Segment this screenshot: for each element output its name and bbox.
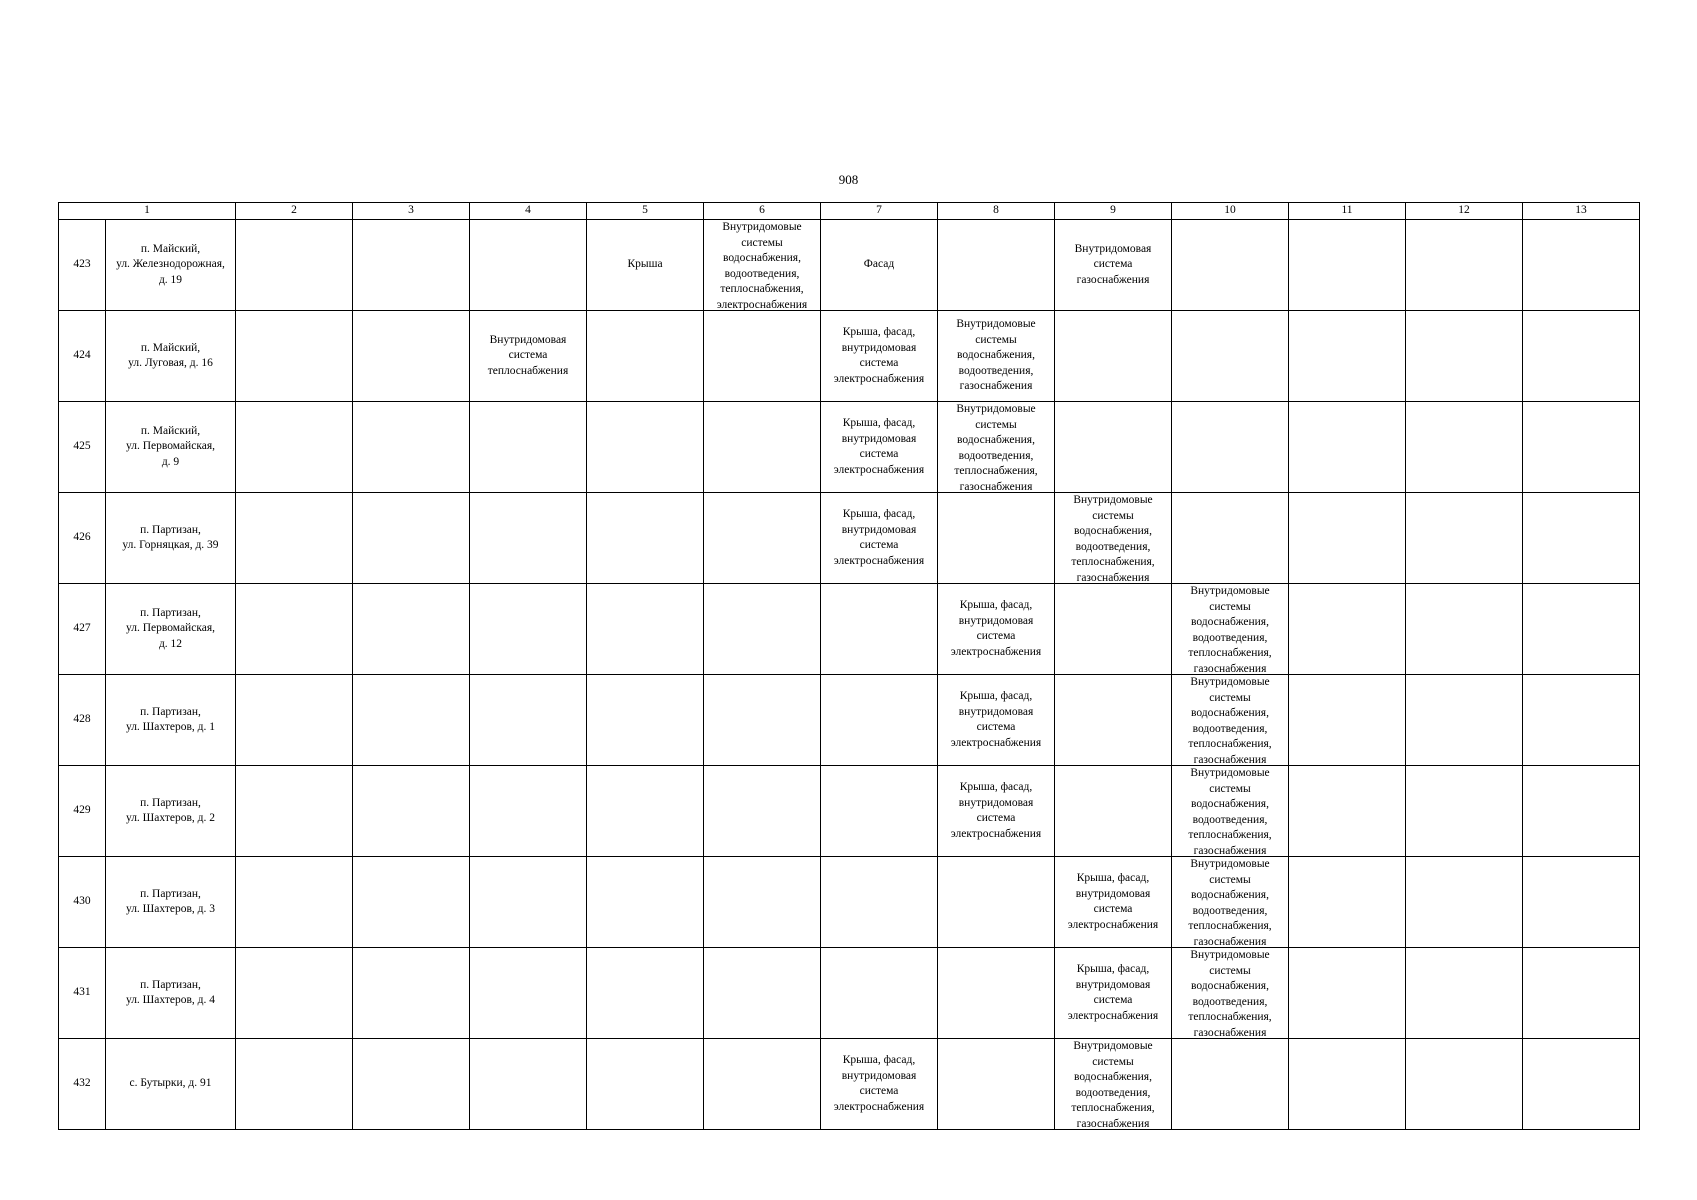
work-cell [353,1039,470,1130]
work-cell [587,584,704,675]
address: п. Партизан, ул. Шахтеров, д. 4 [125,978,216,1006]
work-cell [236,948,353,1039]
work-type: Крыша, фасад, внутридомовая система электроснабжения [1067,963,1159,1022]
work-cell [470,493,587,584]
table-row [59,675,1640,766]
work-cell [470,857,587,948]
column-header: 4 [470,203,587,220]
column-header: 2 [236,203,353,220]
work-cell [704,220,821,311]
column-header: 13 [1523,203,1640,220]
work-cell [470,402,587,493]
row-number: 428 [73,713,91,726]
column-header: 6 [704,203,821,220]
column-header: 12 [1406,203,1523,220]
work-cell [470,311,587,402]
work-cell [587,948,704,1039]
work-cell [1523,493,1640,584]
work-cell [1055,311,1172,402]
row-number-cell [59,402,106,493]
work-cell [1289,675,1406,766]
column-header: 1 [59,203,236,220]
work-cell [1289,311,1406,402]
address: с. Бутырки, д. 91 [129,1077,212,1090]
work-cell [704,857,821,948]
work-cell [470,766,587,857]
work-cell [1523,1039,1640,1130]
row-number: 425 [73,440,91,453]
work-type: Крыша, фасад, внутридомовая система электроснабжения [950,781,1042,840]
work-type: Внутридомовая система теплоснабжения [487,333,569,377]
column-header: 11 [1289,203,1406,220]
work-cell [587,220,704,311]
work-cell [1172,402,1289,493]
address: п. Майский, ул. Луговая, д. 16 [128,341,213,369]
work-cell [1055,493,1172,584]
work-cell [353,402,470,493]
work-cell [1406,493,1523,584]
work-cell [1172,311,1289,402]
work-cell [1406,402,1523,493]
work-cell [938,948,1055,1039]
work-cell [1055,402,1172,493]
work-cell [353,857,470,948]
row-number: 432 [73,1077,91,1090]
work-type: Крыша, фасад, внутридомовая система электроснабжения [833,326,925,385]
work-cell [353,584,470,675]
work-cell [587,857,704,948]
row-number: 426 [73,531,91,544]
table-row [59,402,1640,493]
work-cell [1406,1039,1523,1130]
work-cell [353,311,470,402]
work-cell [1055,766,1172,857]
work-type: Крыша, фасад, внутридомовая система электроснабжения [1067,872,1159,931]
work-type: Внутридомовые системы водоснабжения, водоотведения, теплоснабжения, газоснабжения [1188,585,1272,674]
column-header: 10 [1172,203,1289,220]
work-cell [821,675,938,766]
work-cell [1523,675,1640,766]
work-cell [938,857,1055,948]
row-number: 430 [73,895,91,908]
work-cell [938,675,1055,766]
repair-schedule-table [58,202,1640,1130]
work-type: Внутридомовые системы водоснабжения, водоотведения, теплоснабжения, газоснабжения [1071,494,1155,583]
work-cell [1172,584,1289,675]
work-cell [236,584,353,675]
work-cell [1055,1039,1172,1130]
work-cell [587,402,704,493]
work-type: Внутридомовая система газоснабжения [1074,242,1152,286]
column-header: 7 [821,203,938,220]
work-cell [821,584,938,675]
column-header: 5 [587,203,704,220]
work-cell [1055,857,1172,948]
work-cell [1289,1039,1406,1130]
work-cell [821,220,938,311]
work-cell [1406,311,1523,402]
work-cell [470,675,587,766]
work-cell [821,493,938,584]
address: п. Партизан, ул. Шахтеров, д. 2 [125,796,216,824]
row-number-cell [59,220,106,311]
work-cell [236,1039,353,1130]
column-header: 8 [938,203,1055,220]
work-type: Крыша, фасад, внутридомовая система электроснабжения [833,508,925,567]
address-cell [106,493,236,584]
work-cell [938,311,1055,402]
row-number: 431 [73,986,91,999]
work-cell [1523,311,1640,402]
row-number: 423 [73,258,91,271]
address-cell [106,402,236,493]
address-cell [106,220,236,311]
work-cell [1172,1039,1289,1130]
address: п. Майский, ул. Железнодорожная, д. 19 [116,242,225,286]
work-cell [1289,584,1406,675]
row-number-cell [59,493,106,584]
work-cell [1055,220,1172,311]
work-cell [704,402,821,493]
row-number-cell [59,766,106,857]
work-cell [821,857,938,948]
address-cell [106,311,236,402]
row-number-cell [59,675,106,766]
work-cell [353,493,470,584]
work-type: Крыша, фасад, внутридомовая система электроснабжения [950,690,1042,749]
work-cell [1523,220,1640,311]
work-cell [236,402,353,493]
table-row [59,857,1640,948]
work-type: Крыша, фасад, внутридомовая система электроснабжения [950,599,1042,658]
work-cell [1523,584,1640,675]
row-number-cell [59,857,106,948]
work-type: Внутридомовые системы водоснабжения, водоотведения, теплоснабжения, газоснабжения [954,403,1038,492]
work-cell [1406,857,1523,948]
work-cell [353,675,470,766]
work-cell [236,493,353,584]
address-cell [106,766,236,857]
page-number: 908 [838,172,859,187]
work-type: Внутридомовые системы водоснабжения, водоотведения, теплоснабжения, газоснабжения [1071,1040,1155,1129]
work-cell [1172,948,1289,1039]
table-body [59,203,1640,1130]
address: п. Партизан, ул. Горняцкая, д. 39 [122,523,219,551]
work-cell [1289,493,1406,584]
work-cell [470,1039,587,1130]
table-row [59,311,1640,402]
row-number-cell [59,1039,106,1130]
row-number-cell [59,584,106,675]
work-cell [821,766,938,857]
work-type: Внутридомовые системы водоснабжения, водоотведения, теплоснабжения, электроснабжения [716,221,808,310]
work-cell [1289,766,1406,857]
column-header: 9 [1055,203,1172,220]
table-row [59,220,1640,311]
work-cell [1406,766,1523,857]
work-cell [1406,675,1523,766]
work-cell [353,948,470,1039]
work-cell [1523,948,1640,1039]
address-cell [106,584,236,675]
work-type: Внутридомовые системы водоснабжения, водоотведения, теплоснабжения, газоснабжения [1188,858,1272,947]
work-cell [704,311,821,402]
work-cell [1523,766,1640,857]
work-cell [704,1039,821,1130]
work-cell [236,220,353,311]
address: п. Партизан, ул. Первомайская, д. 12 [125,606,216,650]
row-number: 424 [73,349,91,362]
work-cell [236,857,353,948]
work-cell [587,493,704,584]
table-row [59,584,1640,675]
work-type: Крыша [627,258,663,271]
work-cell [1406,220,1523,311]
work-type: Крыша, фасад, внутридомовая система электроснабжения [833,417,925,476]
work-cell [470,948,587,1039]
address: п. Майский, ул. Первомайская, д. 9 [125,424,216,468]
table-row [59,1039,1640,1130]
work-cell [1523,402,1640,493]
work-cell [236,675,353,766]
work-type: Внутридомовые системы водоснабжения, водоотведения, газоснабжения [956,318,1036,393]
work-cell [587,311,704,402]
work-cell [938,584,1055,675]
work-cell [1406,584,1523,675]
work-type: Внутридомовые системы водоснабжения, водоотведения, теплоснабжения, газоснабжения [1188,767,1272,856]
row-number-cell [59,311,106,402]
table-row [59,948,1640,1039]
work-cell [821,402,938,493]
work-cell [1172,220,1289,311]
address: п. Партизан, ул. Шахтеров, д. 3 [125,887,216,915]
work-cell [1523,857,1640,948]
work-cell [236,311,353,402]
work-cell [821,311,938,402]
work-cell [821,1039,938,1130]
table-row [59,766,1640,857]
table-row [59,493,1640,584]
address: п. Партизан, ул. Шахтеров, д. 1 [125,705,216,733]
work-cell [587,1039,704,1130]
row-number: 427 [73,622,91,635]
work-cell [1289,948,1406,1039]
row-number-cell [59,948,106,1039]
work-cell [821,948,938,1039]
work-cell [1289,402,1406,493]
address-cell [106,675,236,766]
work-cell [470,220,587,311]
work-cell [938,1039,1055,1130]
work-type: Внутридомовые системы водоснабжения, водоотведения, теплоснабжения, газоснабжения [1188,676,1272,765]
work-cell [470,584,587,675]
work-cell [353,766,470,857]
work-cell [1289,857,1406,948]
work-type: Крыша, фасад, внутридомовая система электроснабжения [833,1054,925,1113]
column-header: 3 [353,203,470,220]
work-cell [353,220,470,311]
work-cell [1055,675,1172,766]
work-type: Фасад [863,258,895,271]
work-cell [1289,220,1406,311]
work-cell [587,766,704,857]
column-number-header-row [59,203,1640,220]
work-cell [1172,675,1289,766]
work-cell [704,675,821,766]
work-cell [704,948,821,1039]
work-type: Внутридомовые системы водоснабжения, водоотведения, теплоснабжения, газоснабжения [1188,949,1272,1038]
work-cell [236,766,353,857]
address-cell [106,857,236,948]
work-cell [1172,493,1289,584]
address-cell [106,1039,236,1130]
work-cell [587,675,704,766]
work-cell [704,584,821,675]
work-cell [938,766,1055,857]
row-number: 429 [73,804,91,817]
work-cell [1172,857,1289,948]
work-cell [938,402,1055,493]
work-cell [938,220,1055,311]
work-cell [704,493,821,584]
work-cell [704,766,821,857]
work-cell [1055,948,1172,1039]
work-cell [1172,766,1289,857]
work-cell [938,493,1055,584]
work-cell [1055,584,1172,675]
address-cell [106,948,236,1039]
work-cell [1406,948,1523,1039]
